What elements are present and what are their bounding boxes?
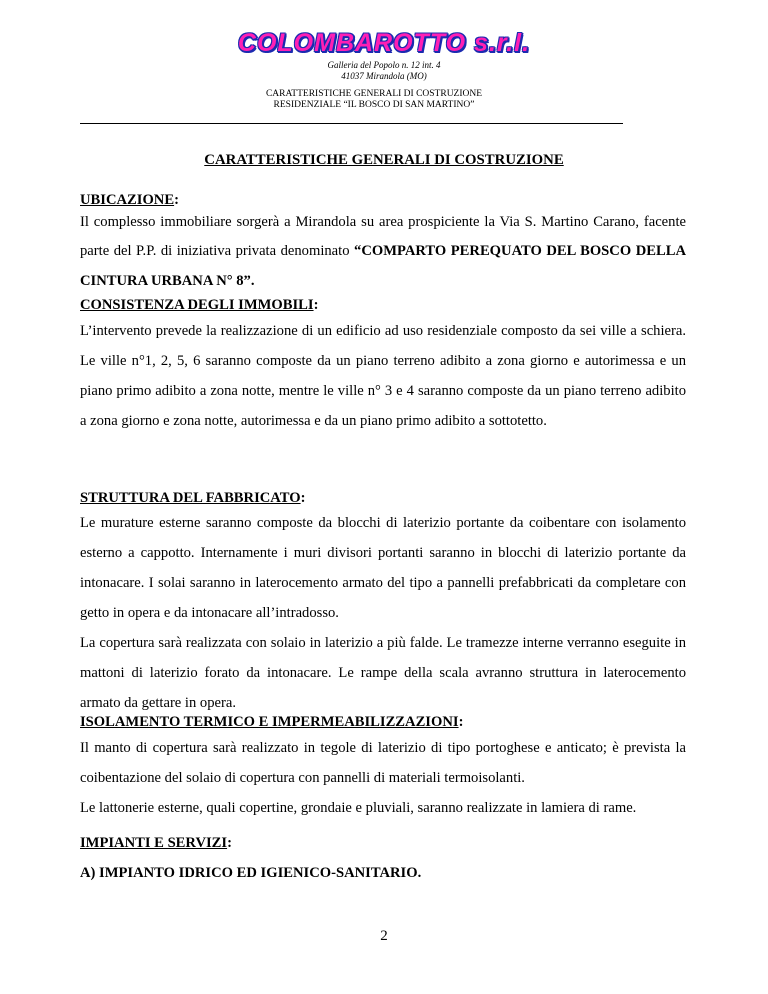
section-heading-consistenza [80,295,686,315]
sub-heading-impianto-idrico: A) IMPIANTO IDRICO ED IGIENICO-SANITARIO. [80,865,422,881]
page-title: CARATTERISTICHE GENERALI DI COSTRUZIONE [204,152,564,168]
paragraph-text: Il complesso immobiliare sorgerà a Mirandola su area prospiciente la Via S. Martino Carano, facente parte del P.P. di iniziativa privata denominato [80,214,686,260]
paragraph-isolamento-2: Le lattonerie esterne, quali copertine, grondaie e pluviali, saranno realizzate in lamiera di rame. [80,800,637,816]
heading-colon: : [313,297,319,313]
heading-text: ISOLAMENTO TERMICO E IMPERMEABILIZZAZIONI [80,714,459,730]
paragraph-struttura-1: Le murature esterne saranno composte da blocchi di laterizio portante da coibentare con isolamento esterno a cappotto. Internamente i muri divisori portanti saranno in blocchi di laterizio portante da intonacare. I solai saranno in laterocemento armato del tipo a pannelli prefabbricati da completare con getto in opera e da intonacare all’intradosso. [80,515,686,621]
doc-heading-line-2: RESIDENZIALE “IL BOSCO DI SAN MARTINO” [273,100,475,110]
section-heading-struttura [80,488,686,508]
page-number: 2 [380,928,388,944]
doc-heading-line-1: CARATTERISTICHE GENERALI DI COSTRUZIONE [265,89,483,99]
heading-colon: : [458,714,464,730]
paragraph-isolamento-1: Il manto di copertura sarà realizzato in tegole di laterizio di tipo portoghese e anticato; è prevista la coibentazione del solaio di copertura con pannelli di materiali termoisolanti. [80,740,686,786]
section-heading-isolamento [80,712,686,732]
paragraph-bold-text: “COMPARTO PEREQUATO DEL BOSCO DELLA CINTURA URBANA N° 8”. [80,243,686,289]
heading-text: IMPIANTI E SERVIZI [80,835,228,851]
heading-colon: : [227,835,232,851]
heading-colon: : [300,490,306,506]
address-line-1: Galleria del Popolo n. 12 int. 4 [327,60,441,70]
paragraph-ubicazione [80,208,686,296]
heading-text: STRUTTURA DEL FABBRICATO [80,490,301,506]
paragraph-struttura-2: La copertura sarà realizzata con solaio in laterizio a più falde. Le tramezze interne verranno eseguite in mattoni di laterizio forato da intonacare. Le rampe della scala avranno struttura in laterocemento armato da gettare in opera. [80,635,686,711]
address-line-2: 41037 Mirandola (MO) [341,71,427,81]
company-logo: COLOMBAROTTO s.r.l. [237,29,531,57]
section-heading-impianti [80,833,686,853]
heading-text: CONSISTENZA DEGLI IMMOBILI [80,297,314,313]
heading-text: UBICAZIONE [80,192,175,208]
heading-colon: : [174,192,179,208]
header-rule [80,123,623,124]
section-heading-ubicazione [80,190,686,210]
paragraph-consistenza: L’intervento prevede la realizzazione di un edificio ad uso residenziale composto da sei ville a schiera. Le ville n°1, 2, 5, 6 saranno composte da un piano terreno adibito a zona giorno e autorimessa e un piano primo adibito a zona notte, mentre le ville n° 3 e 4 saranno composte da un piano terreno adibito a zona giorno e zona notte, autorimessa e da un piano primo adibito a sottotetto. [80,323,686,429]
